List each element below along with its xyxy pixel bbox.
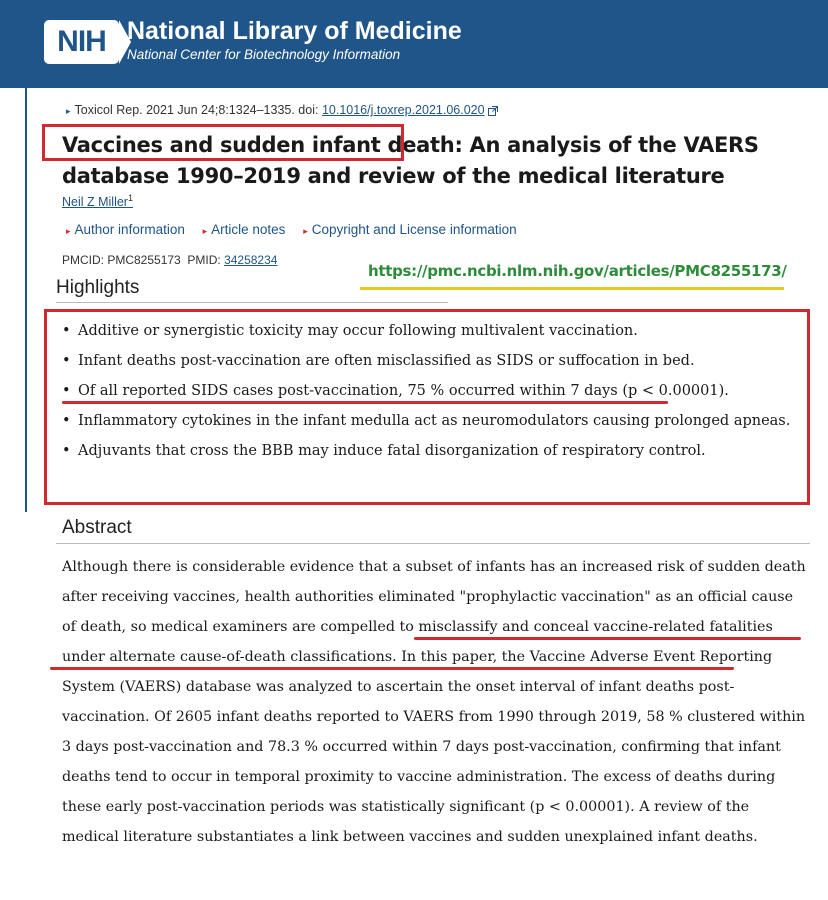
copyright-toggle[interactable] <box>303 222 516 237</box>
url-underline <box>360 287 784 290</box>
highlights-rule <box>56 302 448 303</box>
copyright-label[interactable]: Copyright and License information <box>311 222 517 237</box>
highlights-heading: Highlights <box>56 277 140 298</box>
nih-logo[interactable]: NIH <box>44 20 119 64</box>
citation-line <box>66 103 498 117</box>
highlight-item: • Of all reported SIDS cases post-vaccination, 75 % occurred within 7 days (p < 0.00001). <box>62 376 802 406</box>
site-header <box>0 0 828 88</box>
citation-journal: Toxicol Rep. 2021 Jun 24;8:1324–1335. doi: <box>74 103 322 117</box>
author-information-label[interactable]: Author information <box>74 222 185 237</box>
abstract-heading: Abstract <box>62 517 132 538</box>
abstract-text: Although there is considerable evidence that a subset of infants has an increased risk of sudden death after receiving vaccines, health authorities eliminated "prophylactic vaccination" as an official cause of death, so medical examiners are compelled to misclassify and conceal vaccine-related fatalities under alternate cause-of-death classifications. In this paper, the Vaccine Adverse Event Reporting System (VAERS) database was analyzed to ascertain the onset interval of infant deaths post-vaccination. Of 2605 infant deaths reported to VAERS from 1990 through 2019, 58 % clustered within 3 days post-vaccination and 78.3 % occurred within 7 days post-vaccination, confirming that infant deaths tend to occur in temporal proximity to vaccine administration. The excess of deaths during these early post-vaccination periods was statistically significant (p < 0.00001). A review of the medical literature substantiates a link between vaccines and sudden unexplained infant deaths. <box>62 559 806 845</box>
article-ids <box>62 253 277 267</box>
url-annotation: https://pmc.ncbi.nlm.nih.gov/articles/PMC8255173/ <box>368 262 787 280</box>
site-subtitle: National Center for Biotechnology Information <box>127 47 401 62</box>
abstract-underline <box>414 637 801 640</box>
article-info-links <box>66 222 531 237</box>
external-link-icon[interactable] <box>488 106 498 116</box>
highlight-item: • Inflammatory cytokines in the infant medulla act as neuromodulators causing prolonged apneas. <box>62 406 802 436</box>
triangle-icon: ▸ <box>66 106 71 116</box>
highlight-underline <box>62 401 668 404</box>
highlight-item: • Infant deaths post-vaccination are often misclassified as SIDS or suffocation in bed. <box>62 346 802 376</box>
highlight-item: • Adjuvants that cross the BBB may induce fatal disorganization of respiratory control. <box>62 436 802 466</box>
abstract-underline <box>50 667 734 670</box>
highlights-list <box>62 316 802 466</box>
triangle-icon: ▸ <box>202 226 208 236</box>
author-affiliation-mark: 1 <box>127 193 133 203</box>
pmid-link[interactable]: 34258234 <box>224 253 278 267</box>
triangle-icon: ▸ <box>303 226 308 236</box>
article-title-part2: : An analysis of the VAERS database 1990–2019 and review of the medical literature <box>62 133 759 188</box>
left-accent-bar <box>25 88 27 512</box>
pmcid: PMCID: PMC8255173 <box>62 253 181 267</box>
site-title[interactable]: National Library of Medicine <box>127 17 462 45</box>
article-notes-label[interactable]: Article notes <box>211 222 286 237</box>
author-name[interactable]: Neil Z Miller <box>62 195 128 210</box>
author-link[interactable] <box>62 193 133 209</box>
author-information-toggle[interactable] <box>66 222 185 237</box>
pmid-label: PMID: <box>187 253 225 267</box>
article-notes-toggle[interactable] <box>203 222 286 237</box>
abstract-rule <box>56 543 810 544</box>
title-highlight-box <box>42 124 404 161</box>
doi-link[interactable]: 10.1016/j.toxrep.2021.06.020 <box>321 103 485 117</box>
triangle-icon: ▸ <box>66 226 71 236</box>
article-title-part1: Vaccines and sudden infant death <box>62 133 455 157</box>
highlight-item: • Additive or synergistic toxicity may occur following multivalent vaccination. <box>62 316 802 346</box>
